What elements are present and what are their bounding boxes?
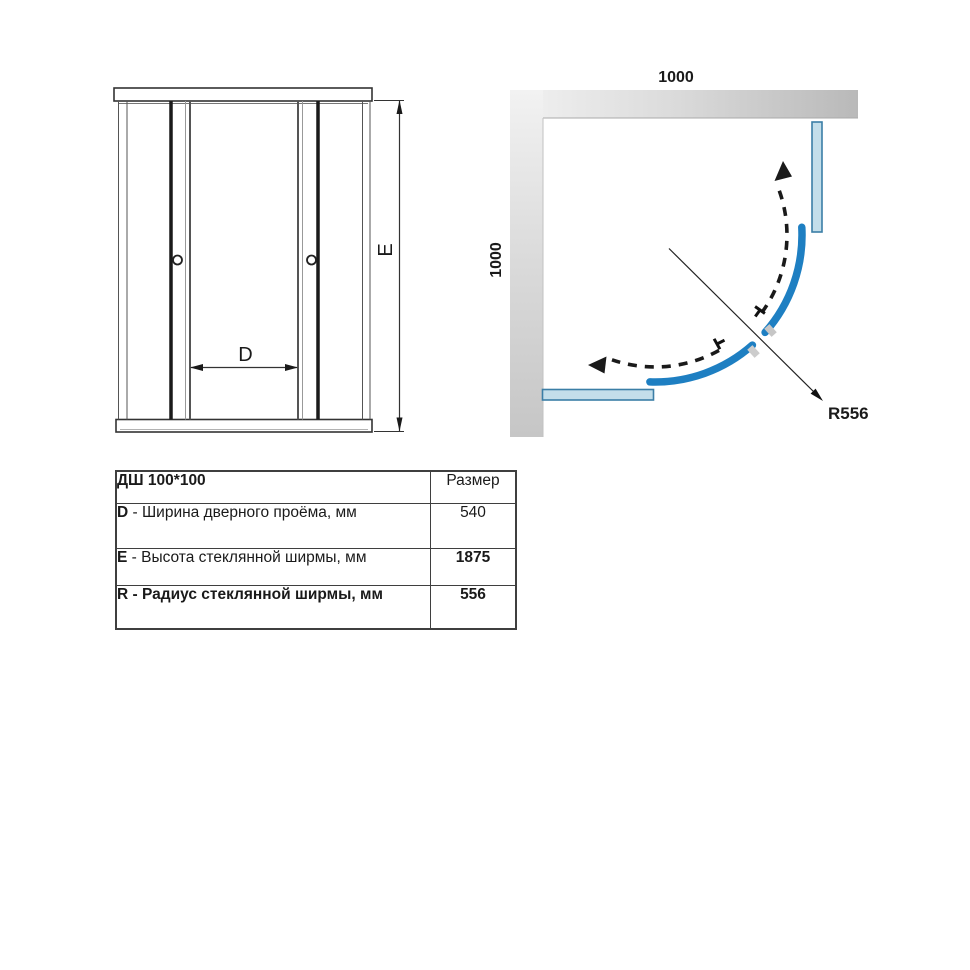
sliding-door-right-arc xyxy=(765,227,802,332)
param-e-value: 1875 xyxy=(431,549,517,586)
table-row xyxy=(116,504,516,549)
down-arrowhead-icon xyxy=(397,418,403,432)
top-width-dimension: 1000 xyxy=(658,69,694,86)
front-bottom-rail xyxy=(116,420,372,433)
front-view-diagram xyxy=(114,88,404,432)
fixed-glass-panel-right xyxy=(812,122,822,232)
dimension-e-label: E xyxy=(375,243,397,257)
left-depth-dimension: 1000 xyxy=(488,242,505,278)
slide-direction-up-arrowhead-icon xyxy=(775,161,793,181)
size-column-header: Размер xyxy=(431,471,517,504)
up-arrowhead-icon xyxy=(397,100,403,114)
slide-direction-left-arrowhead-icon xyxy=(588,357,607,374)
param-r-label: R - Радиус стеклянной ширмы, мм xyxy=(116,586,431,630)
radius-callout xyxy=(669,249,869,424)
slide-path-bottom-dashed-arc xyxy=(612,350,719,367)
table-row xyxy=(116,549,516,586)
fixed-glass-panel-bottom xyxy=(543,390,654,401)
right-arrowhead-icon xyxy=(285,364,298,371)
spec-table xyxy=(115,470,517,630)
top-view-diagram xyxy=(488,69,869,437)
top-wall xyxy=(510,90,858,118)
right-door-handle-knob xyxy=(307,256,316,265)
left-arrowhead-icon xyxy=(190,364,203,371)
dimension-height xyxy=(374,100,404,432)
left-wall xyxy=(510,90,543,437)
front-vertical-profiles xyxy=(119,101,371,420)
handle-tick-marks xyxy=(714,307,765,350)
sliding-door-bottom-arc xyxy=(650,345,753,382)
slide-path-right-dashed-arc xyxy=(762,190,787,313)
table-row xyxy=(116,586,516,630)
model-name: ДШ 100*100 xyxy=(116,471,431,504)
front-top-rail xyxy=(114,88,372,101)
param-d-label: D - Ширина дверного проёма, мм xyxy=(116,504,431,549)
param-r-value: 556 xyxy=(431,586,517,630)
param-e-label: E - Высота стеклянной ширмы, мм xyxy=(116,549,431,586)
dimension-d-label: D xyxy=(238,344,253,366)
radius-value-label: R556 xyxy=(828,404,869,423)
spec-table-header-row xyxy=(116,471,516,504)
param-d-value: 540 xyxy=(431,504,517,549)
left-door-handle-knob xyxy=(173,256,182,265)
dimension-door-opening xyxy=(190,344,298,371)
